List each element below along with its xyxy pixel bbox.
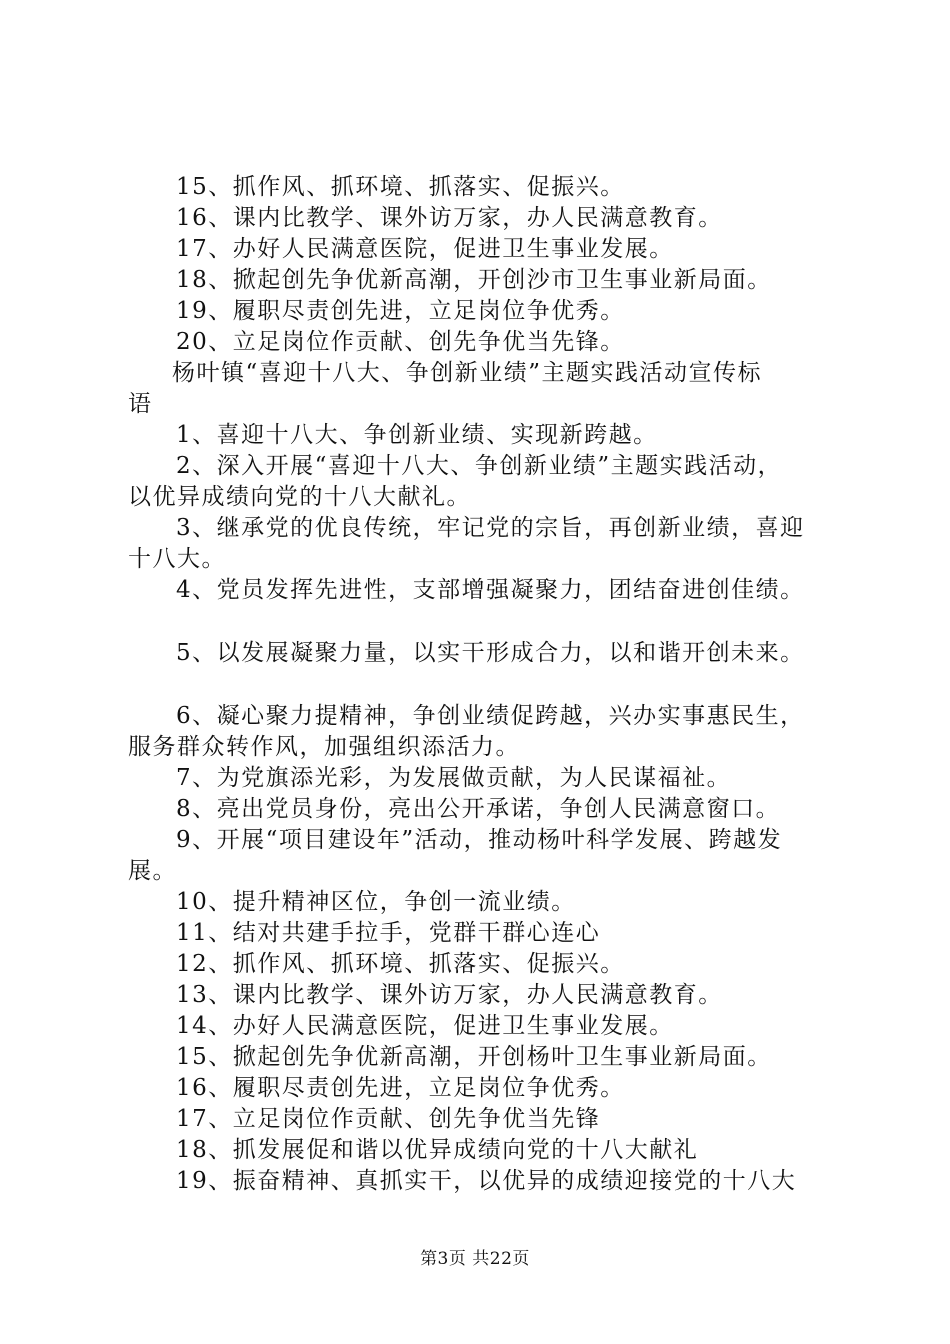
slogan-line: 12、抓作风、抓环境、抓落实、促振兴。 [176, 951, 625, 977]
slogan-line: 6、凝心聚力提精神，争创业绩促跨越，兴办实事惠民生， [176, 703, 805, 729]
slogan-line: 18、抓发展促和谐以优异成绩向党的十八大献礼 [176, 1137, 699, 1163]
slogan-line: 15、抓作风、抓环境、抓落实、促振兴。 [176, 174, 625, 200]
slogan-line: 14、办好人民满意医院，促进卫生事业发展。 [176, 1013, 674, 1039]
slogan-line: 8、亮出党员身份，亮出公开承诺，争创人民满意窗口。 [176, 796, 781, 822]
slogan-line: 19、履职尽责创先进，立足岗位争优秀。 [176, 298, 625, 324]
slogan-line: 19、振奋精神、真抓实干，以优异的成绩迎接党的十八大 [176, 1168, 797, 1194]
slogan-line: 7、为党旗添光彩，为发展做贡献，为人民谋福祉。 [176, 765, 732, 791]
slogan-line: 3、继承党的优良传统，牢记党的宗旨，再创新业绩，喜迎 [176, 515, 805, 541]
slogan-line: 17、立足岗位作贡献、创先争优当先锋 [176, 1106, 601, 1132]
blank-line [128, 669, 832, 701]
slogan-line-continued: 十八大。 [128, 546, 226, 572]
slogan-line-continued: 服务群众转作风，加强组织添活力。 [128, 734, 520, 760]
slogan-line: 11、结对共建手拉手，党群干群心连心 [176, 920, 601, 946]
slogan-line: 4、党员发挥先进性，支部增强凝聚力，团结奋进创佳绩。 [176, 577, 805, 603]
slogan-line-continued: 展。 [128, 858, 177, 884]
slogan-line: 16、履职尽责创先进，立足岗位争优秀。 [176, 1075, 625, 1101]
blank-line [128, 606, 832, 638]
slogan-line: 15、掀起创先争优新高潮，开创杨叶卫生事业新局面。 [176, 1044, 772, 1070]
slogan-line: 2、深入开展“喜迎十八大、争创新业绩”主题实践活动， [176, 453, 783, 479]
slogan-line: 20、立足岗位作贡献、创先争优当先锋。 [176, 329, 625, 355]
page-number-footer: 第3页 共22页 [420, 1249, 530, 1269]
document-body [128, 172, 832, 1197]
slogan-line-continued: 以优异成绩向党的十八大献礼。 [128, 484, 471, 510]
section-heading: 杨叶镇“喜迎十八大、争创新业绩”主题实践活动宣传标 [172, 360, 763, 386]
slogan-line: 1、喜迎十八大、争创新业绩、实现新跨越。 [176, 422, 658, 448]
slogan-line: 16、课内比教学、课外访万家，办人民满意教育。 [176, 205, 723, 231]
slogan-line: 17、办好人民满意医院，促进卫生事业发展。 [176, 236, 674, 262]
slogan-line: 13、课内比教学、课外访万家，办人民满意教育。 [176, 982, 723, 1008]
slogan-line: 5、以发展凝聚力量，以实干形成合力，以和谐开创未来。 [176, 640, 805, 666]
slogan-line: 9、开展“项目建设年”活动，推动杨叶科学发展、跨越发 [176, 827, 783, 853]
section-heading-continued: 语 [128, 391, 153, 417]
slogan-line: 10、提升精神区位，争创一流业绩。 [176, 889, 576, 915]
slogan-line: 18、掀起创先争优新高潮，开创沙市卫生事业新局面。 [176, 267, 772, 293]
